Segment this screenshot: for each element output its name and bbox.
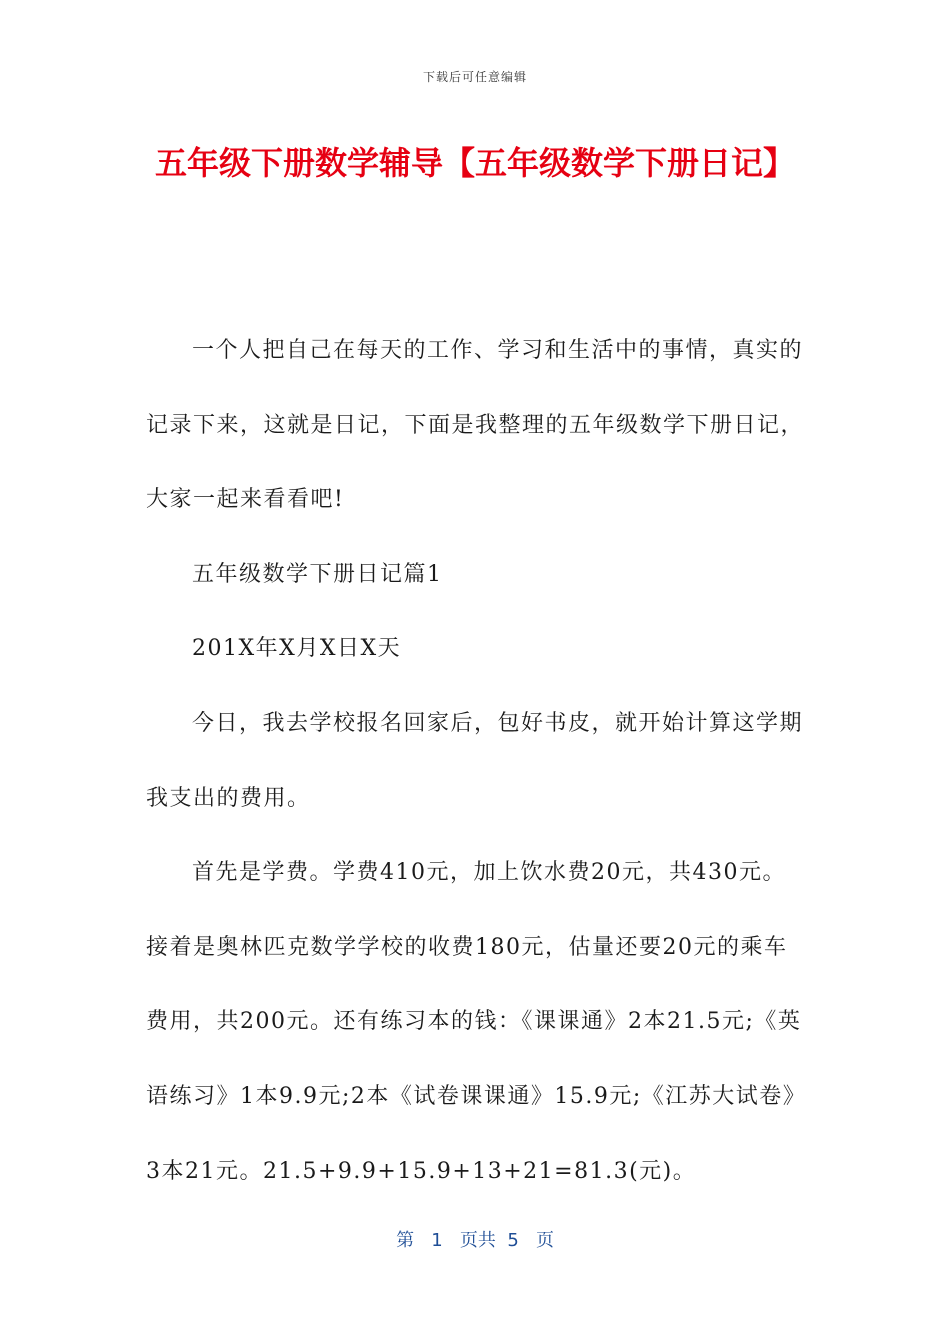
document-title: 五年级下册数学辅导【五年级数学下册日记】: [154, 144, 795, 182]
current-page-number: 1: [431, 1230, 443, 1251]
paragraph-date: 201X年X月X日X天: [192, 636, 402, 662]
paragraph-intro: 一个人把自己在每天的工作、学习和生活中的事情，真实的记录下来，这就是日记，下面是我整理的五年级数学下册日记，大家一起来看看吧!: [146, 338, 805, 513]
footer-prefix: 第: [396, 1230, 415, 1251]
paragraph-expenses: 首先是学费。学费410元，加上饮水费20元，共430元。接着是奥林匹克数学学校的收费180元，估量还要20元的乘车费用，共200元。还有练习本的钱：《课课通》2本21.5元;《英语练习》1本9.9元;2本《试卷课课通》15.9元;《江苏大试卷》3本21元。21.5+9.9+15.9+13+21=81.3(元)。: [146, 860, 802, 1184]
footer-suffix: 页: [535, 1230, 554, 1251]
paragraph-today: 今日，我去学校报名回家后，包好书皮，就开始计算这学期我支出的费用。: [146, 710, 804, 811]
total-page-count: 5: [507, 1230, 519, 1251]
document-body: [146, 314, 806, 1209]
header-note: 下载后可任意编辑: [422, 70, 527, 84]
footer-middle: 页共: [459, 1230, 496, 1251]
page-number-footer: [0, 1226, 950, 1252]
paragraph-section-heading: 五年级数学下册日记篇1: [192, 561, 443, 587]
